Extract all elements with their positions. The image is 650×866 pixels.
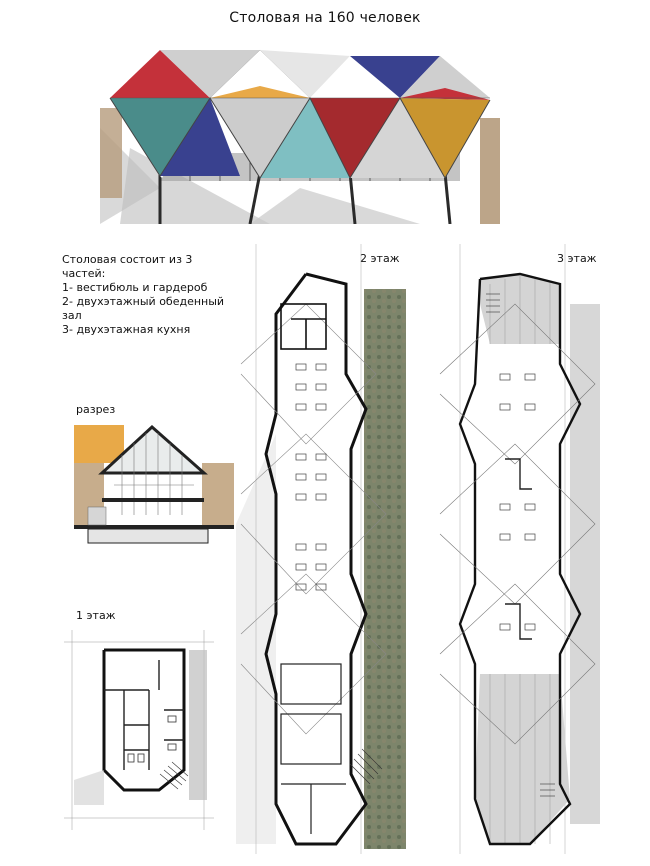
- description-line: частей:: [62, 267, 106, 280]
- floor2-label: 2 этаж: [360, 252, 400, 265]
- section-label: разрез: [76, 403, 116, 416]
- floor3-label: 3 этаж: [557, 252, 597, 265]
- section-drawing: [74, 425, 234, 545]
- description-line: 3- двухэтажная кухня: [62, 323, 191, 336]
- description-line: Столовая состоит из 3: [62, 253, 193, 266]
- description-line: зал: [62, 309, 82, 322]
- page-title: Столовая на 160 человек: [229, 10, 421, 26]
- floor1-plan: [64, 630, 214, 830]
- floor2-plan: [236, 244, 414, 854]
- floor3-plan: [420, 244, 620, 854]
- description-text: [62, 253, 232, 337]
- description-line: 1- вестибюль и гардероб: [62, 281, 208, 294]
- description-line: 2- двухэтажный обеденный: [62, 295, 225, 308]
- floor1-label: 1 этаж: [76, 609, 116, 622]
- roof-perspective-render: [100, 48, 500, 224]
